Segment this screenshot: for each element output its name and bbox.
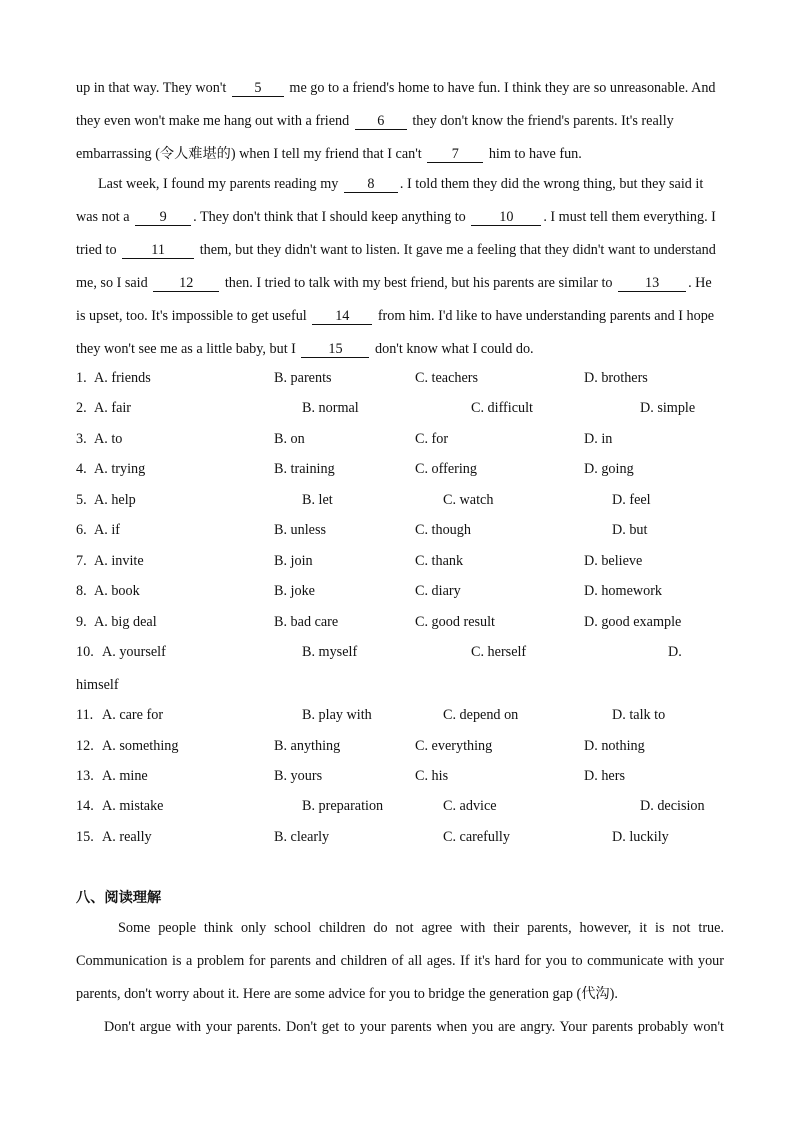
passage-text: up in that way. They won't [76, 80, 227, 96]
option-b: B. preparation [302, 798, 384, 814]
reading-line: Some people think only school children do not agree with their parents, however, it is not true. [118, 920, 724, 936]
option-d-continued: himself [76, 677, 119, 693]
option-d: D. believe [584, 553, 643, 569]
option-a: A. help [94, 492, 136, 508]
option-b: B. play with [302, 707, 372, 723]
option-b: B. normal [302, 400, 359, 416]
question-number: 3. [76, 431, 87, 447]
reading-line: Don't argue with your parents. Don't get to your parents when you are angry. Your parents probably won't [104, 1019, 724, 1035]
option-b: B. clearly [274, 829, 330, 845]
question-row [76, 705, 724, 725]
option-d: D. going [584, 461, 634, 477]
option-c: C. advice [443, 798, 497, 814]
passage-text: from him. I'd like to have understanding parents and I hope [377, 308, 715, 324]
question-number: 14. [76, 798, 94, 814]
option-b: B. join [274, 553, 313, 569]
option-a: A. yourself [102, 644, 166, 660]
passage-text: was not a [76, 209, 130, 225]
option-c: C. difficult [471, 400, 534, 416]
question-row [76, 551, 724, 571]
passage-line [98, 174, 724, 194]
option-d: D. simple [640, 400, 696, 416]
option-c: C. teachers [415, 370, 479, 386]
passage-text: is upset, too. It's impossible to get useful [76, 308, 307, 324]
blank-9: 9 [135, 209, 191, 226]
option-c: C. watch [443, 492, 494, 508]
option-a: A. fair [94, 400, 132, 416]
question-number: 1. [76, 370, 87, 386]
option-a: A. friends [94, 370, 151, 386]
option-d: D. talk to [612, 707, 666, 723]
blank-5: 5 [232, 80, 284, 97]
passage-line [76, 207, 724, 227]
option-a: A. mine [102, 768, 148, 784]
passage-line [76, 144, 724, 164]
option-a: A. care for [102, 707, 164, 723]
passage-line [76, 111, 724, 131]
option-d: D. luckily [612, 829, 669, 845]
passage-text: don't know what I could do. [375, 341, 534, 357]
option-b: B. unless [274, 522, 327, 538]
option-d: D. hers [584, 768, 625, 784]
option-a: A. something [102, 738, 179, 754]
question-row [76, 736, 724, 756]
question-number: 10. [76, 644, 94, 660]
blank-14: 14 [312, 308, 372, 325]
question-row-wrap [76, 675, 724, 695]
question-number: 9. [76, 614, 87, 630]
question-number: 2. [76, 400, 87, 416]
question-number: 6. [76, 522, 87, 538]
question-number: 4. [76, 461, 87, 477]
option-b: B. let [302, 492, 333, 508]
option-a: A. mistake [102, 798, 164, 814]
passage-line [76, 339, 724, 359]
blank-11: 11 [122, 242, 194, 259]
blank-15: 15 [301, 341, 369, 358]
option-b: B. parents [274, 370, 332, 386]
question-row [76, 642, 724, 662]
reading-line: parents, don't worry about it. Here are some advice for you to bridge the generation gap (代沟). [76, 986, 618, 1002]
option-d: D. decision [640, 798, 705, 814]
passage-text: . They don't think that I should keep anything to [193, 209, 466, 225]
question-row [76, 827, 724, 847]
option-a: A. big deal [94, 614, 157, 630]
option-c: C. for [415, 431, 449, 447]
passage-text: them, but they didn't want to listen. It gave me a feeling that they didn't want to understand [199, 242, 716, 258]
passage-text: they even won't make me hang out with a friend [76, 113, 350, 129]
option-d: D. nothing [584, 738, 645, 754]
option-c: C. carefully [443, 829, 510, 845]
passage-text: him to have fun. [488, 146, 582, 162]
option-c: C. herself [471, 644, 527, 660]
question-row [76, 459, 724, 479]
question-number: 7. [76, 553, 87, 569]
blank-12: 12 [153, 275, 219, 292]
passage-text: . I told them they did the wrong thing, but they said it [399, 176, 704, 192]
question-row [76, 398, 724, 418]
option-d: D. [668, 644, 682, 660]
question-row [76, 612, 724, 632]
passage-line [76, 240, 724, 260]
option-c: C. thank [415, 553, 464, 569]
option-d: D. brothers [584, 370, 648, 386]
option-d: D. feel [612, 492, 651, 508]
passage-line [76, 273, 724, 293]
question-row [76, 581, 724, 601]
option-d: D. homework [584, 583, 663, 599]
question-number: 11. [76, 707, 94, 723]
option-a: A. really [102, 829, 152, 845]
option-b: B. on [274, 431, 305, 447]
option-b: B. bad care [274, 614, 339, 630]
question-row [76, 429, 724, 449]
passage-text: they won't see me as a little baby, but I [76, 341, 296, 357]
option-c: C. good result [415, 614, 495, 630]
option-b: B. myself [302, 644, 358, 660]
passage-text: Last week, I found my parents reading my [98, 176, 339, 192]
question-number: 5. [76, 492, 87, 508]
passage-text: me go to a friend's home to have fun. I think they are so unreasonable. And [289, 80, 716, 96]
blank-8: 8 [344, 176, 398, 193]
option-b: B. training [274, 461, 335, 477]
passage-line [76, 306, 724, 326]
question-number: 15. [76, 829, 94, 845]
blank-6: 6 [355, 113, 407, 130]
section-heading: 八、阅读理解 [76, 890, 162, 906]
option-a: A. invite [94, 553, 144, 569]
option-c: C. his [415, 768, 449, 784]
passage-text: then. I tried to talk with my best friend, but his parents are similar to [224, 275, 613, 291]
option-d: D. good example [584, 614, 682, 630]
passage-text: me, so I said [76, 275, 148, 291]
question-number: 12. [76, 738, 94, 754]
passage-text: embarrassing (令人难堪的) when I tell my friend that I can't [76, 146, 422, 162]
question-row [76, 766, 724, 786]
option-b: B. yours [274, 768, 323, 784]
option-c: C. though [415, 522, 471, 538]
passage-text: . He [688, 275, 712, 291]
option-a: A. book [94, 583, 140, 599]
option-c: C. offering [415, 461, 477, 477]
option-c: C. depend on [443, 707, 519, 723]
question-row [76, 368, 724, 388]
option-a: A. to [94, 431, 123, 447]
question-row [76, 520, 724, 540]
option-a: A. trying [94, 461, 146, 477]
option-d: D. in [584, 431, 613, 447]
passage-line [76, 78, 724, 98]
option-c: C. diary [415, 583, 461, 599]
passage-text: they don't know the friend's parents. It's really [412, 113, 674, 129]
option-b: B. anything [274, 738, 341, 754]
passage-text: . I must tell them everything. I [543, 209, 716, 225]
option-c: C. everything [415, 738, 493, 754]
passage-text: tried to [76, 242, 117, 258]
question-row [76, 796, 724, 816]
question-number: 8. [76, 583, 87, 599]
blank-13: 13 [618, 275, 686, 292]
question-number: 13. [76, 768, 94, 784]
blank-7: 7 [427, 146, 483, 163]
option-a: A. if [94, 522, 121, 538]
option-d: D. but [612, 522, 648, 538]
reading-line: Communication is a problem for parents and children of all ages. If it's hard for you to communicate with your [76, 953, 724, 969]
blank-10: 10 [471, 209, 541, 226]
question-row [76, 490, 724, 510]
option-b: B. joke [274, 583, 315, 599]
